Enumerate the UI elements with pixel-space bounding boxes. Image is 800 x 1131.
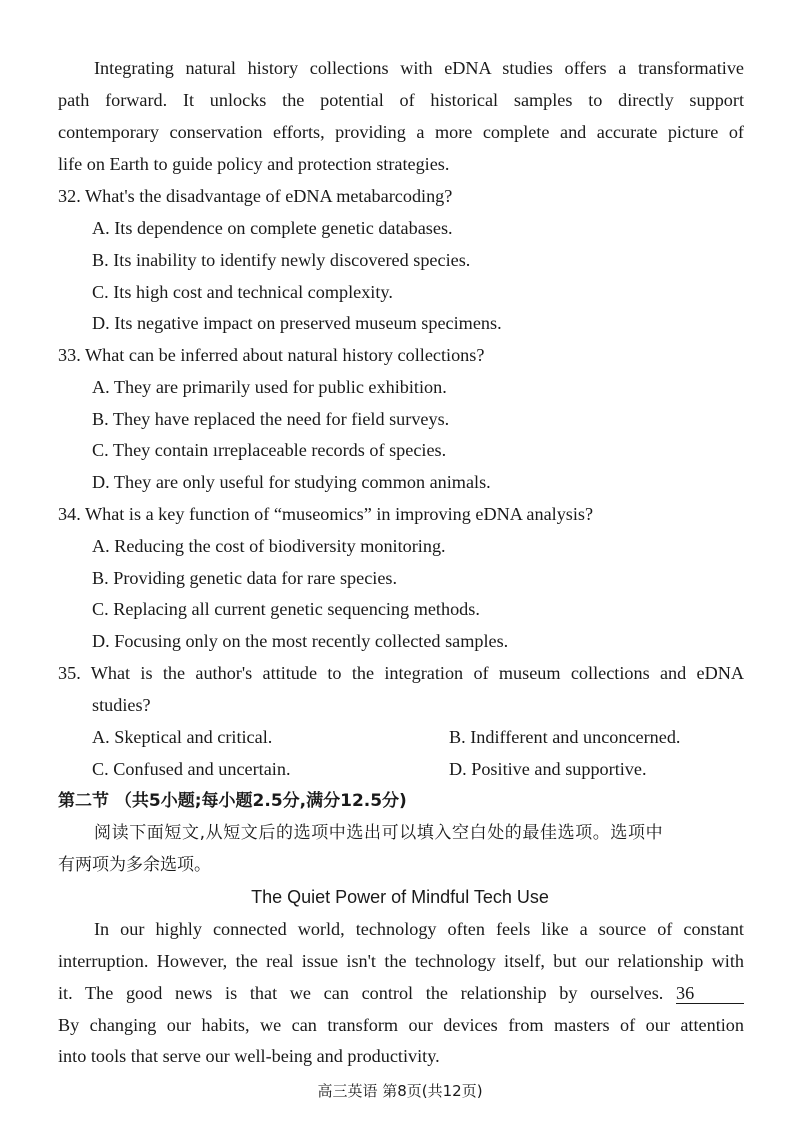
question-34-option-d: D. Focusing only on the most recently collected samples.: [92, 631, 509, 651]
question-33-option-b: B. They have replaced the need for field surveys.: [92, 409, 450, 429]
question-33-stem: 33. What can be inferred about natural history collections?: [58, 345, 485, 365]
passage-line: By changing our habits, we can transform our devices from masters of our attention: [58, 1015, 744, 1035]
question-33-option-d: D. They are only useful for studying common animals.: [92, 472, 491, 492]
section-heading: 第二节 （共5小题;每小题2.5分,满分12.5分): [58, 791, 407, 811]
blank-36: 36: [676, 983, 744, 1004]
question-34-option-c: C. Replacing all current genetic sequencing methods.: [92, 599, 480, 619]
passage-line-with-blank: [58, 981, 744, 1005]
page-footer: 高三英语 第8页(共12页): [317, 1082, 483, 1100]
paragraph-line: contemporary conservation efforts, providing a more complete and accurate picture of: [58, 122, 744, 142]
question-35-stem-continued: studies?: [92, 695, 151, 715]
passage-line: In our highly connected world, technology often feels like a source of constant: [94, 919, 744, 939]
question-35-option-c: C. Confused and uncertain.: [92, 759, 291, 779]
passage-line: into tools that serve our well-being and productivity.: [58, 1046, 440, 1066]
question-35-option-d: D. Positive and supportive.: [449, 759, 647, 779]
passage-line: interruption. However, the real issue isn't the technology itself, but our relationship with: [58, 951, 744, 971]
question-32-stem: 32. What's the disadvantage of eDNA metabarcoding?: [58, 186, 453, 206]
passage-title: The Quiet Power of Mindful Tech Use: [251, 887, 549, 907]
paragraph-line: path forward. It unlocks the potential of historical samples to directly support: [58, 90, 744, 110]
paragraph-line: life on Earth to guide policy and protection strategies.: [58, 154, 450, 174]
passage-line-text: it. The good news is that we can control the relationship by ourselves.: [58, 983, 664, 1003]
question-32-option-c: C. Its high cost and technical complexity.: [92, 282, 393, 302]
question-34-option-b: B. Providing genetic data for rare species.: [92, 568, 398, 588]
question-32-option-d: D. Its negative impact on preserved museum specimens.: [92, 313, 502, 333]
question-32-option-b: B. Its inability to identify newly discovered species.: [92, 250, 471, 270]
question-35-option-a: A. Skeptical and critical.: [92, 727, 273, 747]
question-33-option-c: C. They contain ırreplaceable records of species.: [92, 440, 447, 460]
section-instruction-continued: 有两项为多余选项。: [58, 855, 211, 875]
question-35-option-b: B. Indifferent and unconcerned.: [449, 727, 681, 747]
section-instruction: 阅读下面短文,从短文后的选项中选出可以填入空白处的最佳选项。选项中: [94, 823, 664, 843]
question-33-option-a: A. They are primarily used for public exhibition.: [92, 377, 447, 397]
question-32-option-a: A. Its dependence on complete genetic databases.: [92, 218, 453, 238]
paragraph-line: Integrating natural history collections with eDNA studies offers a transformative: [94, 58, 744, 78]
question-34-stem: 34. What is a key function of “museomics” in improving eDNA analysis?: [58, 504, 594, 524]
question-34-option-a: A. Reducing the cost of biodiversity monitoring.: [92, 536, 446, 556]
question-35-stem: 35. What is the author's attitude to the integration of museum collections and eDNA: [58, 663, 744, 683]
